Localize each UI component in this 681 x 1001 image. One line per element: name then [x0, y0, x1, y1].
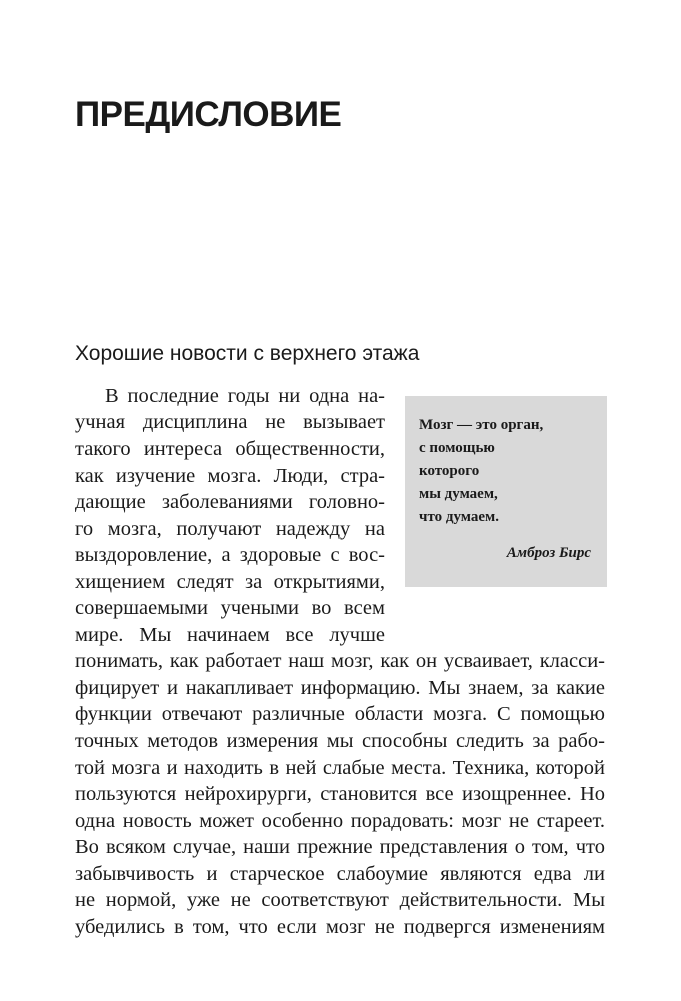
body-line: как изучение мозга. Люди, стра- [75, 465, 385, 487]
body-line: выздоровление, а здоровые с вос- [75, 544, 385, 566]
body-line: Во всяком случае, наши прежние представления о том, что [75, 836, 605, 858]
epigraph-line: которого [419, 463, 480, 479]
body-line: той мозга и находить в ней слабые места. Техника, которой [75, 757, 605, 779]
epigraph-line: Мозг — это орган, [419, 417, 544, 433]
body-line: го мозга, получают надежду на [75, 518, 385, 540]
body-line: совершаемыми учеными во всем [75, 597, 385, 619]
body-line: точных методов измерения мы способны следить за рабо- [75, 730, 605, 752]
body-line: забывчивость и старческое слабоумие являются едва ли [75, 863, 605, 885]
body-line: фицирует и накапливает информацию. Мы знаем, за какие [75, 677, 605, 699]
body-line: учная дисциплина не вызывает [75, 411, 385, 433]
chapter-title: ПРЕДИСЛОВИЕ [75, 95, 342, 134]
epigraph-line: что думаем. [419, 509, 500, 525]
body-line: дающие заболеваниями головно- [75, 491, 385, 513]
body-line: функции отвечают различные области мозга. С помощью [75, 703, 605, 725]
body-line: понимать, как работает наш мозг, как он усваивает, класси- [75, 650, 605, 672]
body-line: пользуются нейрохирурги, становится все изощреннее. Но [75, 783, 605, 805]
body-line: В последние годы ни одна на- [105, 385, 385, 407]
body-line: мире. Мы начинаем все лучше [75, 624, 385, 646]
body-line: одна новость может особенно порадовать: мозг не стареет. [75, 810, 605, 832]
body-line: не нормой, уже не соответствуют действительности. Мы [75, 889, 605, 911]
section-title: Хорошие новости с верхнего этажа [75, 342, 420, 365]
epigraph-author: Амброз Бирс [506, 545, 591, 561]
epigraph-line: мы думаем, [419, 486, 498, 502]
epigraph-box [405, 396, 607, 587]
epigraph-line: с помощью [419, 440, 495, 456]
body-line: убедились в том, что если мозг не подвергся изменениям [75, 916, 605, 938]
body-line: такого интереса общественности, [75, 438, 385, 460]
body-line: хищением следят за открытиями, [75, 571, 385, 593]
